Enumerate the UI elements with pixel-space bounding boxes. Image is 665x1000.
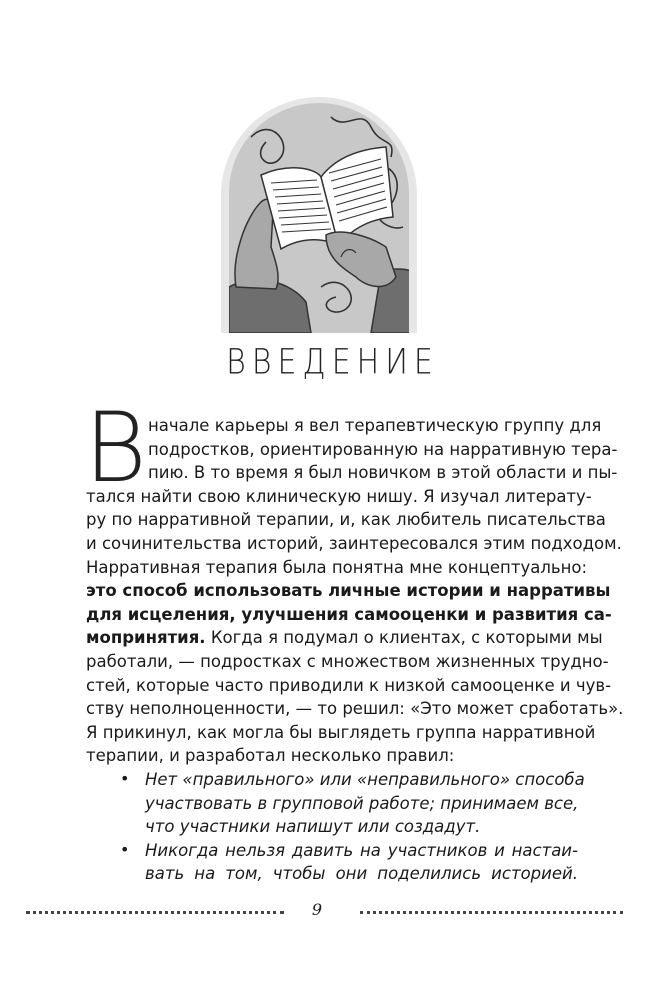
text-run: начале карьеры я вел терапевтическую группу для — [148, 416, 602, 435]
text-run: стей, которые часто приводили к низкой самооценке и чув- — [86, 675, 612, 695]
text-run: Я прикинул, как могла бы выглядеть группа нарративной — [86, 722, 596, 742]
bullet-marker: • — [120, 839, 130, 859]
bold-run: для исцеления, улучшения самооценки и развития са- — [86, 604, 612, 624]
bullet-line: Никогда нельзя давить на участников и настаи- — [145, 840, 578, 860]
paragraph-line — [86, 557, 588, 579]
paragraph-line — [148, 415, 602, 437]
drop-cap: В — [84, 392, 147, 504]
paragraph-line — [86, 698, 624, 720]
paragraph-line — [86, 533, 622, 555]
text-run: пию. В то время я был новичком в этой области и пы- — [148, 463, 618, 483]
paragraph-line — [148, 462, 618, 484]
bullet-line: что участники напишут или создадут. — [145, 817, 481, 837]
bold-run: мопринятия. — [86, 628, 206, 648]
text-run: и сочинительства историй, заинтересовался этим подходом. — [86, 534, 622, 553]
paragraph-line — [86, 675, 612, 697]
page-number: 9 — [311, 900, 323, 919]
chapter-heading: ВВЕДЕНИЕ — [226, 342, 439, 383]
text-run: тался найти свою клиническую нишу. Я изучал литерату- — [86, 486, 592, 506]
footer-dots-left — [26, 911, 284, 914]
paragraph-line — [86, 651, 609, 673]
paragraph-line — [86, 627, 603, 649]
text-run: Когда я подумал о клиентах, с которыми мы — [205, 628, 603, 648]
page-footer — [0, 902, 665, 922]
paragraph-line — [86, 745, 578, 767]
hands-reading-book-illustration — [221, 97, 417, 333]
text-run: ру по нарративной терапии, и, как любитель писательства — [86, 510, 606, 530]
footer-dots-right — [360, 911, 623, 914]
bullet-marker: • — [120, 769, 130, 788]
bullet-line: Нет «правильного» или «неправильного» способа — [145, 770, 585, 789]
text-run: Нарративная терапия была понятна мне концептуально: — [86, 557, 588, 577]
text-run: подростков, ориентированную на нарративную тера- — [148, 439, 618, 459]
paragraph-line — [86, 722, 596, 744]
paragraph-line — [86, 486, 592, 508]
bold-run: это способ использовать личные истории и нарративы — [86, 581, 611, 601]
text-run: ству неполноценности, — то решил: «Это может сработать». — [86, 699, 624, 719]
paragraph-line — [86, 580, 611, 602]
text-run: работали, — подростках с множеством жизненных трудно- — [86, 652, 609, 671]
bullet-line: участвовать в групповой работе; принимаем все, — [145, 793, 579, 813]
text-run: терапии, и разработал несколько правил: — [86, 746, 455, 766]
paragraph-line — [86, 509, 606, 531]
paragraph-line — [148, 439, 618, 461]
paragraph-line — [86, 604, 612, 626]
bullet-line: вать на том, чтобы они поделились историей. — [145, 864, 578, 884]
